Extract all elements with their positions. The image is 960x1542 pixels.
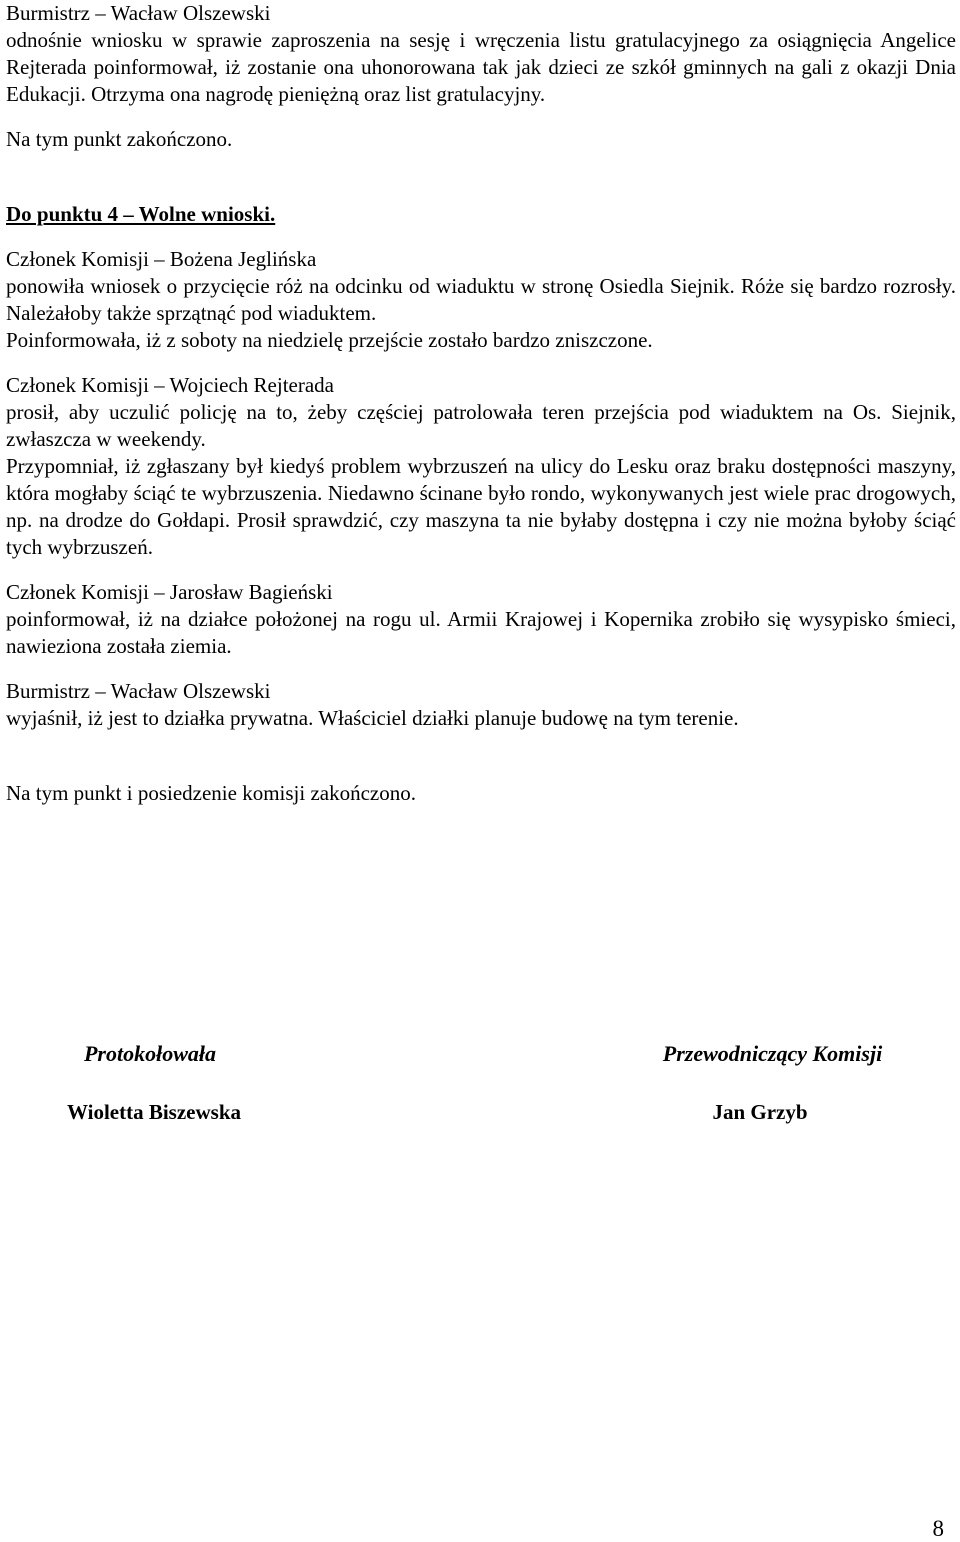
statement-paragraph: ponowiła wniosek o przycięcie róż na odcinku od wiaduktu w stronę Osiedla Siejnik. Róże się bardzo rozrosły. Należałoby także sprzątnąć pod wiaduktem. (6, 274, 956, 325)
statement-paragraph: poinformował, iż na działce położonej na rogu ul. Armii Krajowej i Kopernika zrobiło się wysypisko śmieci, nawieziona została ziemia. (6, 607, 956, 658)
speaker-line: Członek Komisji – Bożena Jeglińska (6, 247, 317, 271)
closing-point-line: Na tym punkt zakończono. (6, 127, 233, 151)
signature-right-name: Jan Grzyb (712, 1100, 808, 1124)
statement-paragraph: odnośnie wniosku w sprawie zaproszenia na sesję i wręczenia listu gratulacyjnego za osiągnięcia Angelice Rejterada poinformował, iż zostanie ona uhonorowana tak jak dzieci ze szkół gminnych na gali z okazji Dnia Edukacji. Otrzyma ona nagrodę pieniężną oraz list gratulacyjny. (6, 28, 956, 106)
speaker-line: Członek Komisji – Wojciech Rejterada (6, 373, 335, 397)
page-number: 8 (932, 1516, 944, 1541)
statement-paragraph: prosił, aby uczulić policję na to, żeby częściej patrolowała teren przejścia pod wiaduktem na Os. Siejnik, zwłaszcza w weekendy. (6, 400, 956, 451)
signature-left-name: Wioletta Biszewska (66, 1100, 242, 1124)
speaker-line: Burmistrz – Wacław Olszewski (6, 679, 271, 703)
statement-paragraph: Przypomniał, iż zgłaszany był kiedyś problem wybrzuszeń na ulicy do Lesku oraz braku dostępności maszyny, która mogłaby ściąć te wybrzuszenia. Niedawno ścinane było rondo, wykonywanych jest wiele prac drogowych, np. na drodze do Gołdapi. Prosił sprawdzić, czy maszyna ta nie byłaby dostępna i czy nie można byłoby ściąć tych wybrzuszeń. (6, 454, 956, 559)
final-closing-line: Na tym punkt i posiedzenie komisji zakończono. (6, 781, 416, 805)
document-page (6, 0, 956, 807)
statement-paragraph: wyjaśnił, iż jest to działka prywatna. Właściciel działki planuje budowę na tym terenie. (6, 706, 739, 730)
statement-paragraph: Poinformowała, iż z soboty na niedzielę przejście zostało bardzo zniszczone. (6, 328, 653, 352)
speaker-line: Burmistrz – Wacław Olszewski (6, 1, 271, 25)
section-heading: Do punktu 4 – Wolne wnioski. (6, 202, 276, 226)
signature-left-title: Protokołowała (83, 1041, 216, 1066)
signature-right-title: Przewodniczący Komisji (662, 1041, 883, 1066)
speaker-line: Członek Komisji – Jarosław Bagieński (6, 580, 333, 604)
